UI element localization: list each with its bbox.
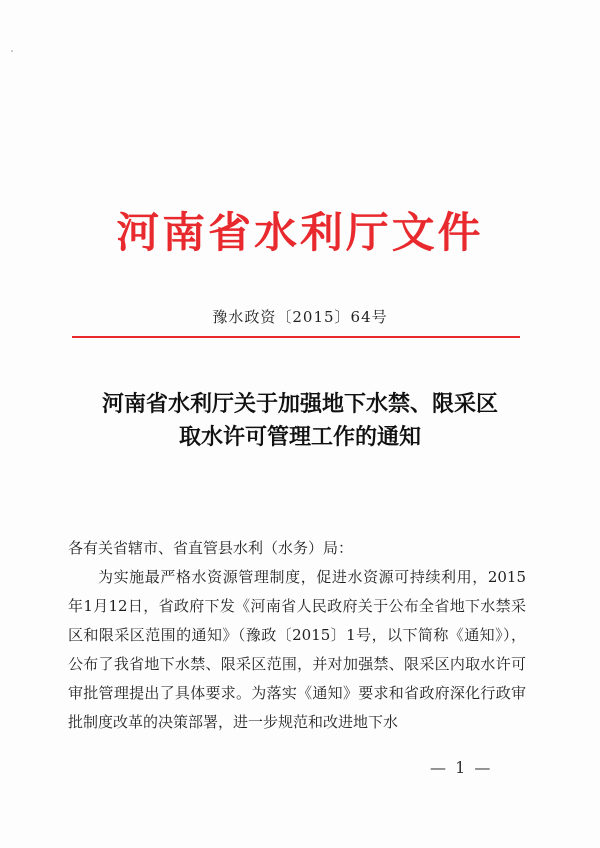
title-line-1: 河南省水利厅关于加强地下水禁、限采区 [101, 391, 498, 417]
page-number: — 1 — [430, 758, 493, 777]
red-separator-line [72, 336, 520, 338]
issuer-masthead: 河南省水利厅文件 [116, 208, 484, 257]
scan-speck [11, 50, 13, 52]
salutation: 各有关省辖市、省直管县水利（水务）局： [68, 539, 354, 557]
document-title [0, 388, 600, 454]
body-paragraph-1: 为实施最严格水资源管理制度，促进水资源可持续利用，2015年1月12日，省政府下发《河南省人民政府关于公布全省地下水禁采区和限采区范围的通知》（豫政〔2015〕1号，以下简称《通知》），公布了我省地下水禁、限采区范围，并对加强禁、限采区内取水许可审批管理提出了具体要求。为落实《通知》要求和省政府深化行政审批制度改革的决策部署，进一步规范和改进地下水 [68, 568, 526, 731]
document-number: 豫水政资〔2015〕64号 [212, 308, 388, 326]
title-line-2: 取水许可管理工作的通知 [178, 424, 421, 450]
document-body [68, 534, 526, 737]
